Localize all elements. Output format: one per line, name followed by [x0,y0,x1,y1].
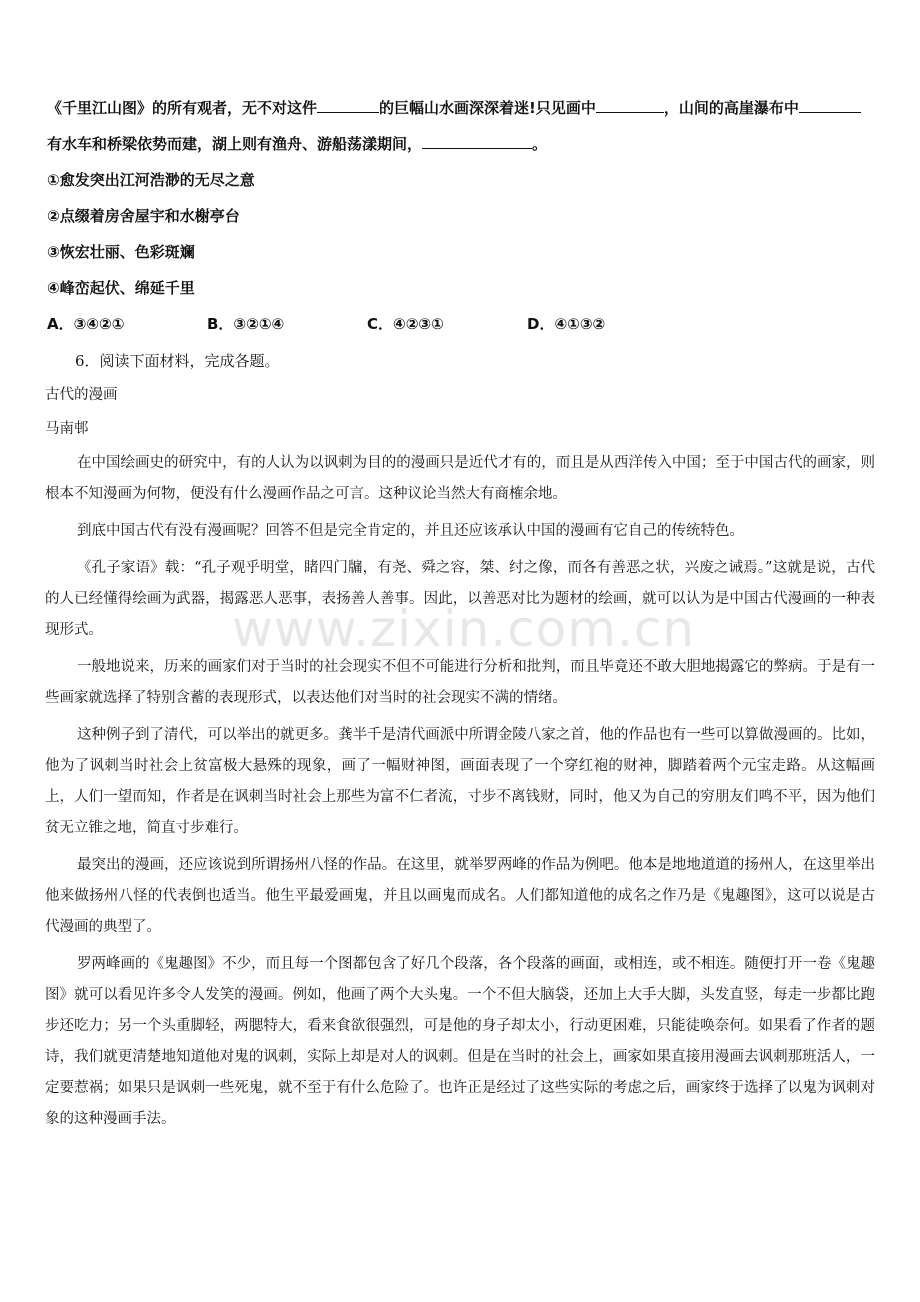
answer-blank-4[interactable] [422,131,532,149]
question-5-line-2 [47,130,920,166]
option-c[interactable]: C．④②③① [367,315,444,333]
question-5-line-1 [47,94,920,130]
answer-options [47,310,920,346]
list-item: ①愈发突出江河浩渺的无尽之意 [47,171,255,189]
question-5-text-5: 。 [532,135,548,153]
article-paragraph: 《孔子家语》载：“孔子观乎明堂，睹四门牖，有尧、舜之容，桀、纣之像，而各有善恶之状，兴废之诫焉。”这就是说，古代的人已经懂得绘画为武器，揭露恶人恶事，表扬善人善事。因此，以善恶对比为题材的绘画，就可以认为是中国古代漫画的一种表现形式。 [45,560,875,638]
question-6-block [45,346,875,1141]
watermark: www.zixin.com.cn [232,600,696,658]
article-paragraph: 一般地说来，历来的画家们对于当时的社会现实不但不可能进行分析和批判，而且毕竟还不敢大胆地揭露它的弊病。于是有一些画家就选择了特别含蓄的表现形式，以表达他们对当时的社会现实不满的情绪。 [45,659,875,706]
list-item: ③恢宏壮丽、色彩斑斓 [47,243,195,261]
question-5-text-4: 有水车和桥梁依势而建，湖上则有渔舟、游船荡漾期间， [47,135,423,153]
option-a[interactable]: A．③④②① [47,315,125,333]
question-5-block [47,94,920,346]
article-paragraph: 最突出的漫画，还应该说到所谓扬州八怪的作品。在这里，就举罗两峰的作品为例吧。他本是地地道道的扬州人，在这里举出他来做扬州八怪的代表倒也适当。他生平最爱画鬼，并且以画鬼而成名。人们都知道他的成名之作乃是《鬼趣图》，这可以说是古代漫画的典型了。 [45,857,875,935]
question-6-prompt: 6．阅读下面材料，完成各题。 [75,352,280,370]
option-b[interactable]: B．③②①④ [207,315,285,333]
question-5-text-2: 的巨幅山水画深深着迷!只见画中 [379,99,596,117]
answer-blank-3[interactable] [799,95,861,113]
option-d[interactable]: D．④①③② [527,315,606,333]
article-paragraph: 罗两峰画的《鬼趣图》不少，而且每一个图都包含了好几个段落，各个段落的画面，或相连，或不相连。随便打开一卷《鬼趣图》就可以看见许多令人发笑的漫画。例如，他画了两个大头鬼。一个不但大脑袋，还加上大手大脚，头发直竖，每走一步都比跑步还吃力；另一个头重脚轻，两腮特大，看来食欲很强烈，可是他的身子却太小，行动更困难，只能徒唤奈何。如果看了作者的题诗，我们就更清楚地知道他对鬼的讽刺，实际上却是对人的讽刺。但是在当时的社会上，画家如果直接用漫画去讽刺那班活人，一定要惹祸；如果只是讽刺一些死鬼，就不至于有什么危险了。也许正是经过了这些实际的考虑之后，画家终于选择了以鬼为讽刺对象的这种漫画手法。 [45,956,875,1127]
article-paragraph: 到底中国古代有没有漫画呢？回答不但是完全肯定的，并且还应该承认中国的漫画有它自己的传统特色。 [77,523,744,539]
question-5-text-3: ，山间的高崖瀑布中 [663,99,799,117]
article-paragraph: 这种例子到了清代，可以举出的就更多。龚半千是清代画派中所谓金陵八家之首，他的作品也有一些可以算做漫画的。比如，他为了讽刺当时社会上贫富极大悬殊的现象，画了一幅财神图，画面表现了一个穿红袍的财神，脚踏着两个元宝走路。从这幅画上，人们一望而知，作者是在讽刺当时社会上那些为富不仁者流，寸步不离钱财，同时，他又为自己的穷朋友们鸣不平，因为他们贫无立锥之地，简直寸步难行。 [45,727,875,836]
list-item: ④峰峦起伏、绵延千里 [47,279,195,297]
answer-blank-1[interactable] [317,95,379,113]
article-paragraph: 在中国绘画史的研究中，有的人认为以讽刺为目的的漫画只是近代才有的，而且是从西洋传入中国；至于中国古代的画家，则根本不知漫画为何物，便没有什么漫画作品之可言。这种议论当然大有商榷余地。 [45,455,875,502]
article-author: 马南邨 [45,421,89,437]
list-item: ②点缀着房舍屋宇和水榭亭台 [47,207,240,225]
article-title: 古代的漫画 [45,387,118,403]
answer-blank-2[interactable] [596,95,664,113]
question-5-text-1: 《千里江山图》的所有观者，无不对这件 [47,99,318,117]
